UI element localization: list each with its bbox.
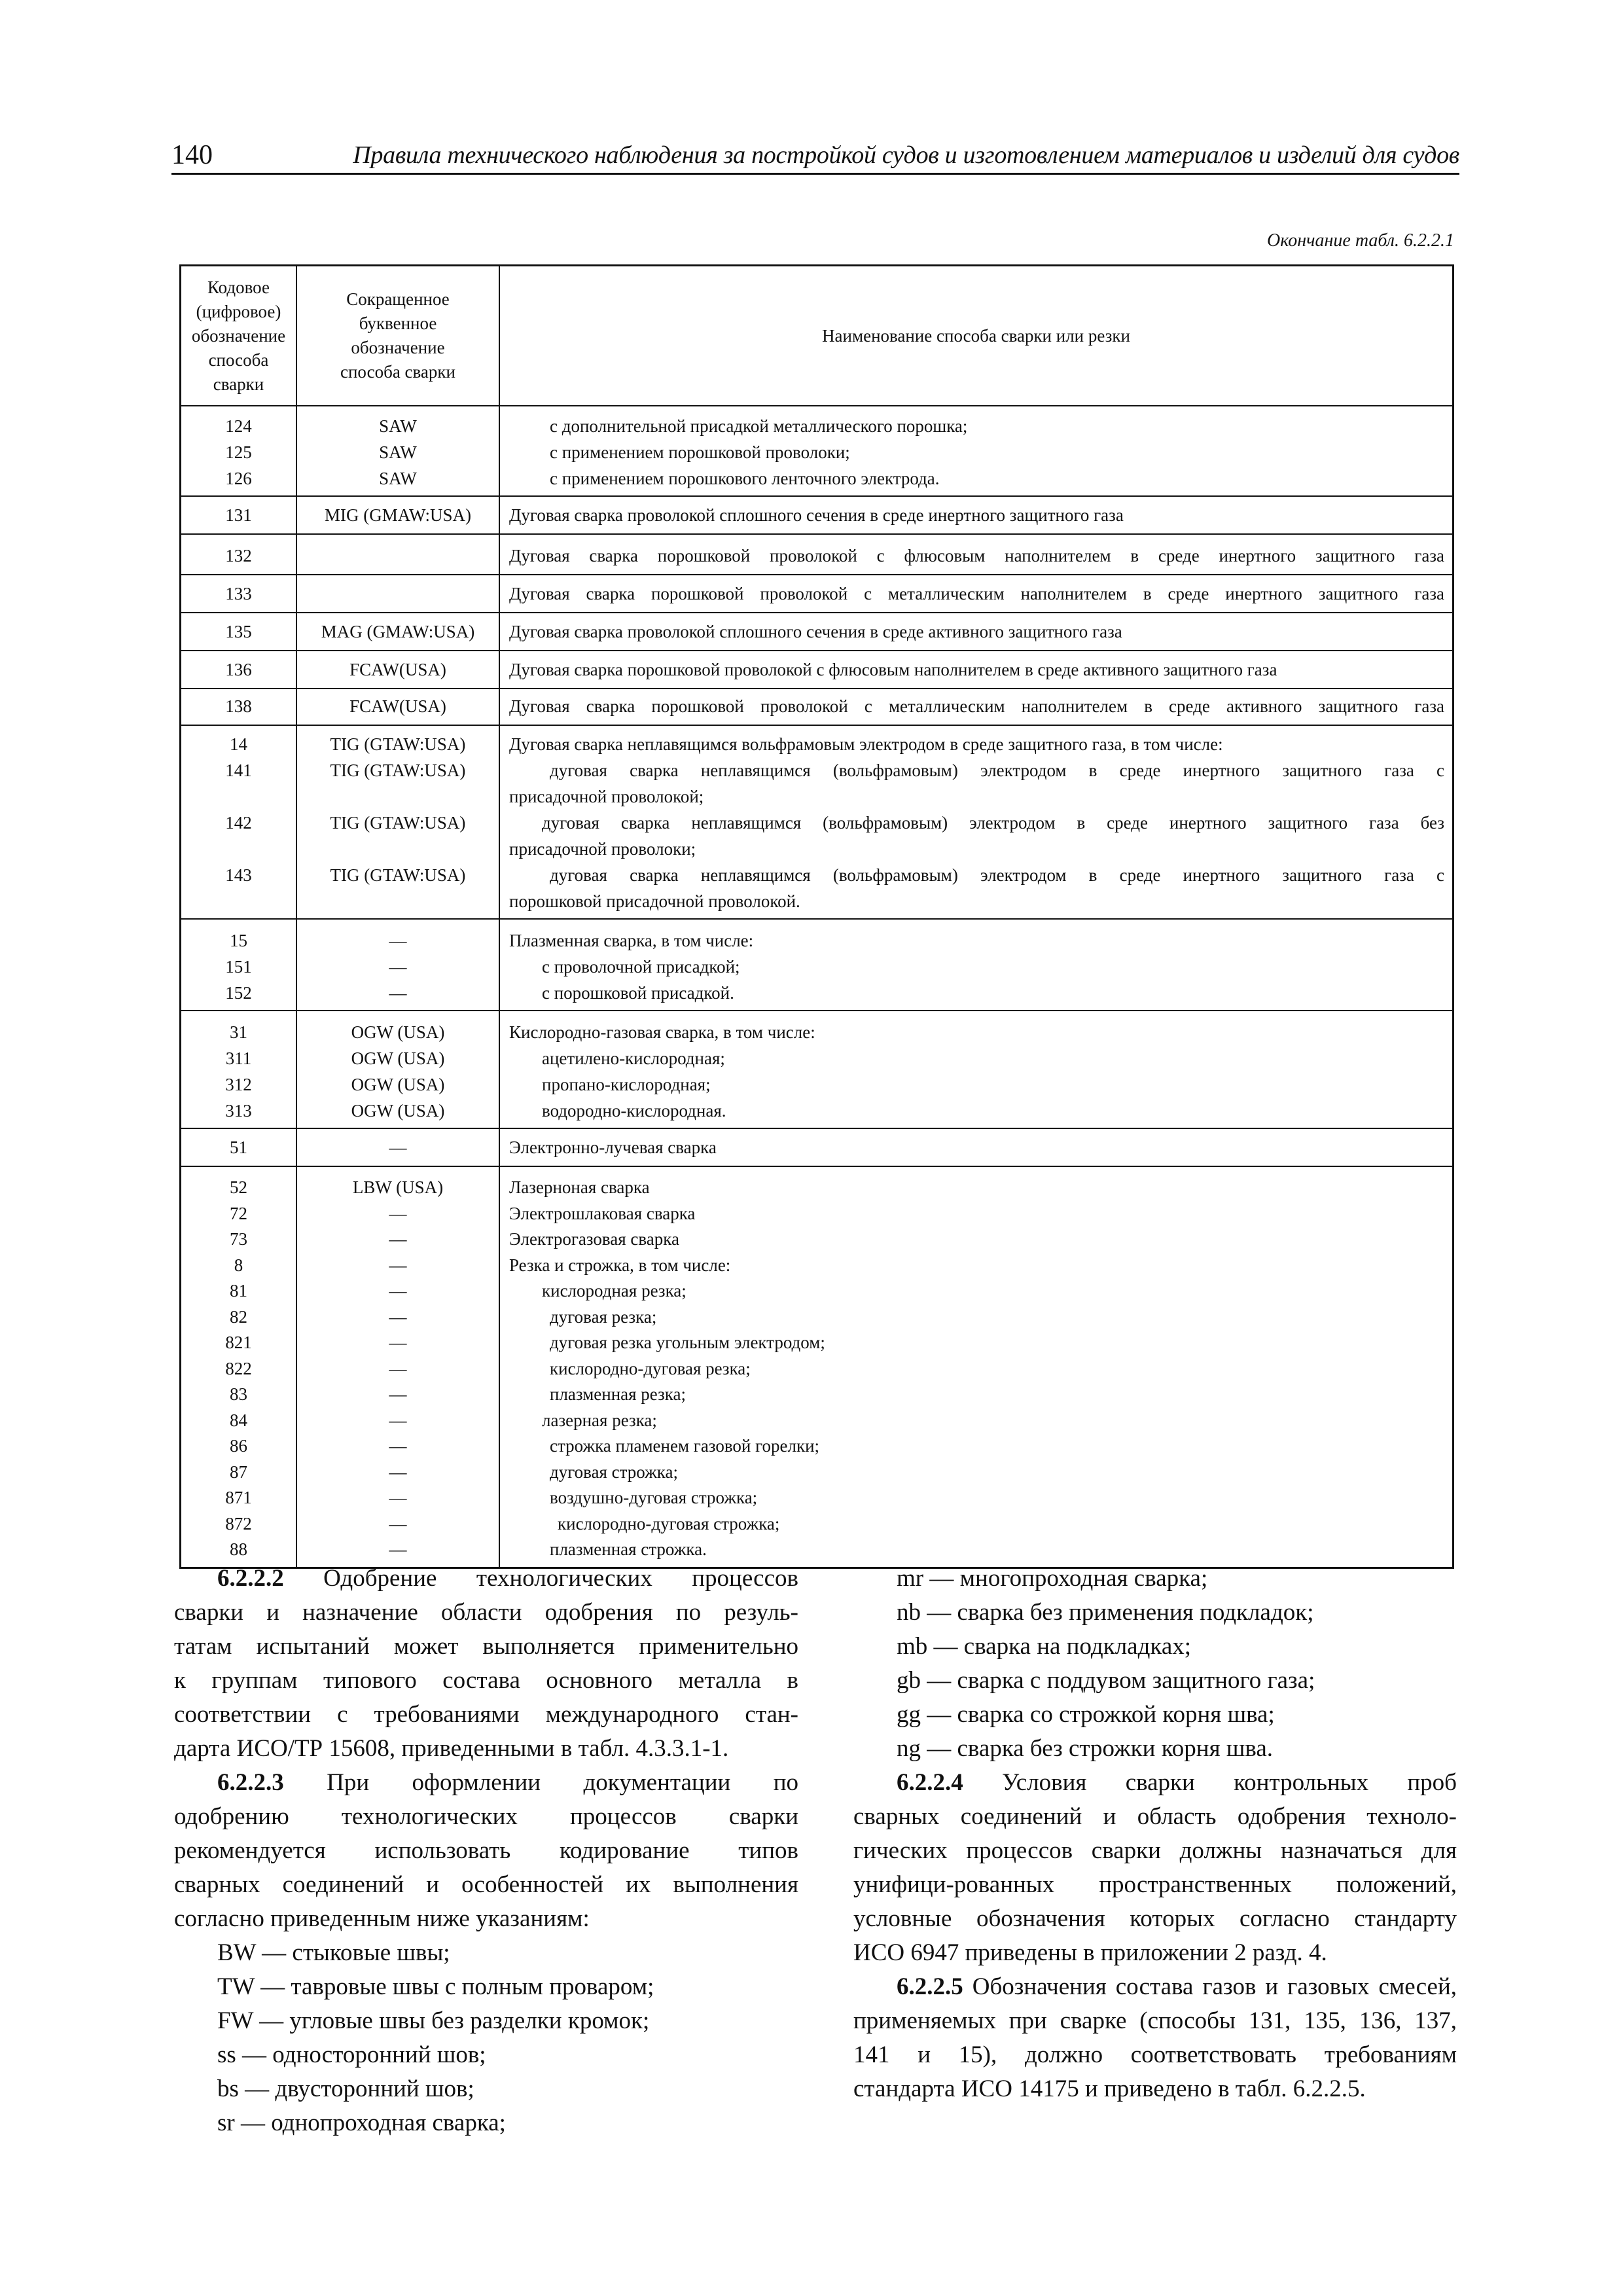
- method-name-cell: Дуговая сварка порошковой проволокой с флюсовым наполнителем в среде инертного защитного газа: [499, 541, 1452, 570]
- spacer-cell: [181, 570, 296, 574]
- method-name-cell: лазерная резка;: [499, 1408, 1452, 1434]
- paragraph-line: унифици-рованных пространственных положений,: [853, 1871, 1457, 1898]
- table-row-group: [181, 612, 1452, 650]
- spacer-cell: [499, 1162, 1452, 1166]
- method-name-cell: кислородно-дуговая резка;: [499, 1356, 1452, 1382]
- spacer-cell: [296, 1167, 499, 1175]
- method-name-cell: с применением порошкового ленточного электрода.: [499, 465, 1452, 492]
- abbreviation-cell: LBW (USA): [296, 1175, 499, 1201]
- paragraph-line: [853, 1970, 1457, 2004]
- spacer-cell: [296, 608, 499, 612]
- row-group-spacer: [181, 529, 1452, 533]
- method-name-cell: Дуговая сварка проволокой сплошного сечения в среде инертного защитного газа: [499, 501, 1452, 529]
- clause-text: Условия сварки контрольных проб: [963, 1769, 1457, 1796]
- abbreviation-cell: MIG (GMAW:USA): [296, 501, 499, 529]
- abbreviation-cell: —: [296, 1201, 499, 1227]
- table-row: [181, 1098, 1452, 1124]
- table-row: [181, 1133, 1452, 1162]
- code-cell: 14: [230, 734, 247, 754]
- welding-methods-table: [179, 264, 1454, 1569]
- abbreviation-cell: TIG (GTAW:USA): [296, 862, 499, 888]
- method-name-cell: с применением порошковой проволоки;: [499, 439, 1452, 465]
- table-row: [181, 1253, 1452, 1279]
- paragraph-line: рекомендуется использовать кодирование типов: [174, 1837, 798, 1864]
- code-cell: 821: [225, 1333, 252, 1352]
- code-cell: 15: [230, 931, 247, 950]
- code-cell: 8: [234, 1255, 243, 1275]
- code-cell: 87: [230, 1462, 247, 1482]
- table-row-group: [181, 1128, 1452, 1166]
- paragraph: [853, 1970, 1457, 2106]
- method-name-cell: водородно-кислородная.: [499, 1098, 1452, 1124]
- abbreviation-cell: —: [296, 980, 499, 1006]
- table-row: [181, 1304, 1452, 1331]
- table-row: [181, 783, 1452, 810]
- code-cell: 136: [225, 660, 252, 679]
- spacer-cell: [181, 1124, 296, 1128]
- paragraph-line: сварки и назначение области одобрения по резуль-: [174, 1599, 798, 1626]
- row-group-spacer: [181, 1006, 1452, 1010]
- code-cell: 141: [225, 761, 252, 780]
- method-name-cell: дуговая сварка неплавящимся (вольфрамовым) электродом в среде инертного защитного газа с: [499, 862, 1452, 888]
- method-name-cell: Плазменная сварка, в том числе:: [499, 927, 1452, 954]
- abbreviation-cell: —: [296, 1460, 499, 1486]
- abbreviation-cell: —: [296, 954, 499, 980]
- row-group-spacer: [181, 920, 1452, 927]
- table-row: [181, 501, 1452, 529]
- abbreviation-cell: —: [296, 927, 499, 954]
- abbreviation-cell: —: [296, 1537, 499, 1563]
- code-cell: 138: [225, 696, 252, 716]
- method-name-cell: Электрошлаковая сварка: [499, 1201, 1452, 1227]
- row-group-spacer: [181, 914, 1452, 918]
- clause-number: 6.2.2.5: [897, 1973, 963, 2000]
- table-row: [181, 980, 1452, 1006]
- method-name-cell: присадочной проволоки;: [499, 836, 1452, 862]
- method-name-cell: Дуговая сварка порошковой проволокой с металлическим наполнителем в среде активного защитного газа: [499, 692, 1452, 721]
- table-row: [181, 757, 1452, 783]
- row-group-spacer: [181, 1011, 1452, 1019]
- clause-text: При оформлении документации по: [283, 1769, 798, 1796]
- abbreviation-cell: SAW: [296, 413, 499, 439]
- paragraph-line: соответствии с требованиями международного стан-: [174, 1701, 798, 1728]
- left-text-column: [174, 1562, 798, 2140]
- row-group-spacer: [181, 726, 1452, 731]
- row-group-spacer: [181, 535, 1452, 541]
- paragraph-line: одобрению технологических процессов сварки: [174, 1803, 798, 1830]
- method-name-cell: воздушно-дуговая строжка;: [499, 1485, 1452, 1511]
- table-row: [181, 413, 1452, 439]
- spacer-cell: [499, 914, 1452, 918]
- spacer-cell: [181, 721, 296, 725]
- method-name-cell: Электронно-лучевая сварка: [499, 1133, 1452, 1162]
- paragraph-line: [174, 1562, 798, 1596]
- row-group-spacer: [181, 684, 1452, 688]
- spacer-cell: [499, 529, 1452, 533]
- list-item: mb — сварка на подкладках;: [897, 1633, 1192, 1660]
- table-row: [181, 810, 1452, 836]
- spacer-cell: [296, 529, 499, 533]
- code-cell: 52: [230, 1177, 247, 1197]
- abbreviation-cell: FCAW(USA): [296, 692, 499, 721]
- spacer-cell: [181, 646, 296, 650]
- code-cell: 124: [225, 416, 252, 436]
- table-row: [181, 579, 1452, 608]
- method-name-cell: дуговая сварка неплавящимся (вольфрамовым) электродом в среде инертного защитного газа без: [499, 810, 1452, 836]
- spacer-cell: [181, 535, 296, 541]
- spacer-cell: [499, 608, 1452, 612]
- code-cell: [181, 783, 296, 810]
- spacer-cell: [499, 406, 1452, 413]
- code-cell: 135: [225, 622, 252, 641]
- list-item: ng — сварка без строжки корня шва.: [897, 1735, 1274, 1762]
- paragraph-line: стандарта ИСО 14175 и приведено в табл. 6.2.2.5.: [853, 2075, 1366, 2102]
- abbreviation-cell: TIG (GTAW:USA): [296, 757, 499, 783]
- table-row: [181, 1278, 1452, 1304]
- abbreviation-cell: OGW (USA): [296, 1045, 499, 1071]
- row-group-spacer: [181, 608, 1452, 612]
- table-row-group: [181, 918, 1452, 1010]
- list-item: BW — стыковые швы;: [217, 1939, 450, 1966]
- paragraph-line: условные обозначения которых согласно стандарту: [853, 1905, 1457, 1932]
- table-header: [181, 266, 1452, 405]
- spacer-cell: [296, 1162, 499, 1166]
- method-name-cell: дуговая резка;: [499, 1304, 1452, 1331]
- row-group-spacer: [181, 646, 1452, 650]
- code-cell: 83: [230, 1384, 247, 1404]
- code-cell: 73: [230, 1229, 247, 1249]
- table-row: [181, 1382, 1452, 1408]
- method-name-cell: Дуговая сварка порошковой проволокой с флюсовым наполнителем в среде активного защитного газа: [499, 655, 1452, 684]
- table-row: [181, 888, 1452, 914]
- table-row: [181, 1511, 1452, 1537]
- paragraph-line: сварных соединений и особенностей их выполнения: [174, 1871, 798, 1898]
- code-cell: 871: [225, 1488, 252, 1507]
- method-name-cell: кислородно-дуговая строжка;: [499, 1511, 1452, 1537]
- code-cell: 142: [225, 813, 252, 833]
- code-cell: 72: [230, 1203, 247, 1223]
- method-name-cell: Лазерноная сварка: [499, 1175, 1452, 1201]
- abbreviation-cell: —: [296, 1408, 499, 1434]
- method-name-cell: дуговая резка угольным электродом;: [499, 1330, 1452, 1356]
- spacer-cell: [296, 920, 499, 927]
- method-name-cell: дуговая строжка;: [499, 1460, 1452, 1486]
- table-row: [181, 1227, 1452, 1253]
- table-row: [181, 1485, 1452, 1511]
- table-row: [181, 927, 1452, 954]
- spacer-cell: [181, 1011, 296, 1019]
- clause-number: 6.2.2.3: [217, 1769, 284, 1796]
- table-row-group: [181, 495, 1452, 533]
- method-name-cell: Дуговая сварка проволокой сплошного сечения в среде активного защитного газа: [499, 617, 1452, 646]
- page-number: 140: [171, 140, 213, 170]
- table-row: [181, 1537, 1452, 1563]
- list-item: bs — двусторонний шов;: [217, 2075, 474, 2102]
- method-name-cell: дуговая сварка неплавящимся (вольфрамовым) электродом в среде инертного защитного газа с: [499, 757, 1452, 783]
- spacer-cell: [499, 1124, 1452, 1128]
- method-name-cell: ацетилено-кислородная;: [499, 1045, 1452, 1071]
- code-cell: [181, 836, 296, 862]
- abbreviation-cell: [296, 541, 499, 570]
- abbreviation-cell: [296, 783, 499, 810]
- row-group-spacer: [181, 721, 1452, 725]
- table-row-group: [181, 650, 1452, 688]
- abbreviation-cell: —: [296, 1356, 499, 1382]
- running-head: [171, 139, 1459, 175]
- spacer-cell: [499, 570, 1452, 574]
- table-row-group: [181, 725, 1452, 918]
- table-row: [181, 1201, 1452, 1227]
- code-cell: 822: [225, 1358, 252, 1378]
- paragraph: [174, 1766, 798, 1936]
- list-item: gg — сварка со строжкой корня шва;: [897, 1701, 1275, 1728]
- list-item: mr — многопроходная сварка;: [897, 1565, 1208, 1592]
- code-cell: 312: [225, 1075, 252, 1094]
- table-row: [181, 1071, 1452, 1098]
- code-cell: 151: [225, 957, 252, 977]
- code-cell: 81: [230, 1281, 247, 1300]
- table-row: [181, 1045, 1452, 1071]
- table-row: [181, 731, 1452, 757]
- abbreviation-cell: —: [296, 1278, 499, 1304]
- abbreviation-cell: MAG (GMAW:USA): [296, 617, 499, 646]
- table-row: [181, 954, 1452, 980]
- table-row: [181, 465, 1452, 492]
- header-abbreviation-column: [296, 266, 499, 405]
- row-group-spacer: [181, 1167, 1452, 1175]
- list-item: nb — сварка без применения подкладок;: [897, 1599, 1314, 1626]
- table-row: [181, 1408, 1452, 1434]
- method-name-cell: Кислородно-газовая сварка, в том числе:: [499, 1019, 1452, 1045]
- spacer-cell: [181, 1006, 296, 1010]
- code-cell: 152: [225, 983, 252, 1003]
- code-cell: 311: [225, 1049, 252, 1068]
- abbreviation-cell: SAW: [296, 439, 499, 465]
- right-text-column: [853, 1562, 1457, 2106]
- code-cell: 126: [225, 469, 252, 488]
- spacer-cell: [499, 492, 1452, 495]
- clause-text: Одобрение технологических процессов: [283, 1565, 798, 1592]
- paragraph: [853, 1766, 1457, 1970]
- table-row: [181, 1460, 1452, 1486]
- table-row-group: [181, 405, 1452, 495]
- clause-number: 6.2.2.4: [897, 1769, 963, 1796]
- header-abbreviation-text: Сокращенное буквенное обозначение способа сварки: [340, 289, 455, 382]
- method-name-cell: с дополнительной присадкой металлического порошка;: [499, 413, 1452, 439]
- paragraph-line: ИСО 6947 приведены в приложении 2 разд. 4.: [853, 1939, 1327, 1966]
- abbreviation-cell: —: [296, 1330, 499, 1356]
- abbreviation-cell: [296, 836, 499, 862]
- spacer-cell: [296, 1011, 499, 1019]
- paragraph-line: 141 и 15), должно соответствовать требованиям: [853, 2041, 1457, 2068]
- abbreviation-cell: —: [296, 1433, 499, 1460]
- code-cell: 872: [225, 1513, 252, 1534]
- spacer-cell: [181, 726, 296, 731]
- spacer-cell: [181, 529, 296, 533]
- list-item: gb — сварка с поддувом защитного газа;: [897, 1667, 1315, 1694]
- spacer-cell: [499, 535, 1452, 541]
- table-row: [181, 439, 1452, 465]
- code-cell: 131: [225, 505, 252, 525]
- table-continuation-label: Окончание табл. 6.2.2.1: [1267, 230, 1454, 251]
- spacer-cell: [296, 914, 499, 918]
- code-cell: 143: [225, 865, 252, 885]
- paragraph-line: согласно приведенным ниже указаниям:: [174, 1905, 590, 1932]
- paragraph-line: дарта ИСО/ТР 15608, приведенными в табл. 4.3.3.1-1.: [174, 1735, 729, 1762]
- row-group-spacer: [181, 1124, 1452, 1128]
- paragraph-line: [174, 1766, 798, 1800]
- spacer-cell: [296, 570, 499, 574]
- spacer-cell: [499, 646, 1452, 650]
- abbreviation-cell: —: [296, 1227, 499, 1253]
- spacer-cell: [499, 726, 1452, 731]
- spacer-cell: [499, 1006, 1452, 1010]
- method-name-cell: кислородная резка;: [499, 1278, 1452, 1304]
- code-cell: 86: [230, 1436, 247, 1456]
- row-group-spacer: [181, 492, 1452, 495]
- method-name-cell: пропано-кислородная;: [499, 1071, 1452, 1098]
- abbreviation-cell: [296, 888, 499, 914]
- paragraph-line: сварных соединений и область одобрения техноло-: [853, 1803, 1457, 1830]
- spacer-cell: [181, 684, 296, 688]
- spacer-cell: [296, 1124, 499, 1128]
- spacer-cell: [296, 1006, 499, 1010]
- spacer-cell: [296, 726, 499, 731]
- code-cell: 31: [230, 1022, 247, 1042]
- code-cell: 84: [230, 1410, 247, 1430]
- abbreviation-list: [853, 1562, 1457, 1766]
- code-cell: 125: [225, 442, 252, 462]
- spacer-cell: [499, 1011, 1452, 1019]
- abbreviation-cell: TIG (GTAW:USA): [296, 810, 499, 836]
- table-row-group: [181, 1010, 1452, 1128]
- code-cell: 51: [230, 1138, 247, 1157]
- table-row: [181, 1175, 1452, 1201]
- abbreviation-cell: FCAW(USA): [296, 655, 499, 684]
- row-group-spacer: [181, 1162, 1452, 1166]
- method-name-cell: Дуговая сварка порошковой проволокой с металлическим наполнителем в среде инертного защитного газа: [499, 579, 1452, 608]
- spacer-cell: [296, 646, 499, 650]
- table-row-group: [181, 574, 1452, 612]
- method-name-cell: Дуговая сварка неплавящимся вольфрамовым электродом в среде защитного газа, в том числе:: [499, 731, 1452, 757]
- abbreviation-cell: —: [296, 1253, 499, 1279]
- code-cell: 82: [230, 1306, 247, 1327]
- header-code-column: [181, 266, 296, 405]
- spacer-cell: [181, 608, 296, 612]
- method-name-cell: Резка и строжка, в том числе:: [499, 1253, 1452, 1279]
- code-cell: [181, 888, 296, 914]
- abbreviation-cell: —: [296, 1511, 499, 1537]
- code-cell: 132: [225, 546, 252, 565]
- clause-number: 6.2.2.2: [217, 1565, 284, 1592]
- table-row: [181, 862, 1452, 888]
- method-name-cell: Электрогазовая сварка: [499, 1227, 1452, 1253]
- list-item: FW — угловые швы без разделки кромок;: [217, 2007, 650, 2034]
- spacer-cell: [499, 684, 1452, 688]
- table-row: [181, 655, 1452, 684]
- table-row: [181, 1356, 1452, 1382]
- spacer-cell: [499, 1167, 1452, 1175]
- table-row: [181, 692, 1452, 721]
- method-name-cell: присадочной проволокой;: [499, 783, 1452, 810]
- spacer-cell: [499, 721, 1452, 725]
- abbreviation-cell: —: [296, 1133, 499, 1162]
- method-name-cell: с порошковой присадкой.: [499, 980, 1452, 1006]
- abbreviation-cell: [296, 579, 499, 608]
- table-row: [181, 1019, 1452, 1045]
- table-row: [181, 617, 1452, 646]
- header-code-text: Кодовое (цифровое) обозначение способа сварки: [191, 277, 286, 394]
- method-name-cell: с проволочной присадкой;: [499, 954, 1452, 980]
- spacer-cell: [296, 406, 499, 413]
- spacer-cell: [181, 406, 296, 413]
- table-row-group: [181, 688, 1452, 725]
- spacer-cell: [181, 1162, 296, 1166]
- table-row-group: [181, 533, 1452, 574]
- table-row: [181, 836, 1452, 862]
- abbreviation-cell: SAW: [296, 465, 499, 492]
- clause-text: Обозначения состава газов и газовых смесей,: [963, 1973, 1457, 2000]
- table-row: [181, 541, 1452, 570]
- row-group-spacer: [181, 406, 1452, 413]
- spacer-cell: [296, 492, 499, 495]
- header-name-column: Наименование способа сварки или резки: [499, 266, 1452, 405]
- abbreviation-cell: OGW (USA): [296, 1098, 499, 1124]
- abbreviation-cell: —: [296, 1304, 499, 1331]
- method-name-cell: порошковой присадочной проволокой.: [499, 888, 1452, 914]
- abbreviation-cell: —: [296, 1485, 499, 1511]
- abbreviation-cell: OGW (USA): [296, 1071, 499, 1098]
- spacer-cell: [181, 1167, 296, 1175]
- paragraph-line: [853, 1766, 1457, 1800]
- paragraph-line: к группам типового состава основного металла в: [174, 1667, 798, 1694]
- running-title: Правила технического наблюдения за постройкой судов и изготовлением материалов и изделий для судов: [353, 141, 1459, 169]
- paragraph-line: гических процессов сварки должны назначаться для: [853, 1837, 1457, 1864]
- row-group-spacer: [181, 570, 1452, 574]
- list-item: sr — однопроходная сварка;: [217, 2109, 506, 2136]
- list-item: ss — односторонний шов;: [217, 2041, 486, 2068]
- paragraph-line: татам испытаний может выполняется применительно: [174, 1633, 798, 1660]
- code-cell: 133: [225, 584, 252, 603]
- abbreviation-cell: OGW (USA): [296, 1019, 499, 1045]
- code-cell: 313: [225, 1101, 252, 1121]
- list-item: TW — тавровые швы с полным проваром;: [217, 1973, 654, 2000]
- spacer-cell: [181, 492, 296, 495]
- method-name-cell: строжка пламенем газовой горелки;: [499, 1433, 1452, 1460]
- method-name-cell: плазменная строжка.: [499, 1537, 1452, 1563]
- spacer-cell: [181, 920, 296, 927]
- abbreviation-cell: —: [296, 1382, 499, 1408]
- spacer-cell: [296, 684, 499, 688]
- spacer-cell: [181, 914, 296, 918]
- table-row: [181, 1330, 1452, 1356]
- spacer-cell: [499, 920, 1452, 927]
- spacer-cell: [296, 535, 499, 541]
- abbreviation-list: [174, 1936, 798, 2140]
- code-cell: 88: [230, 1539, 247, 1559]
- paragraph: [174, 1562, 798, 1766]
- method-name-cell: плазменная резка;: [499, 1382, 1452, 1408]
- paragraph-line: применяемых при сварке (способы 131, 135, 136, 137,: [853, 2007, 1457, 2034]
- table-row: [181, 1433, 1452, 1460]
- spacer-cell: [296, 721, 499, 725]
- abbreviation-cell: TIG (GTAW:USA): [296, 731, 499, 757]
- table-row-group: [181, 1166, 1452, 1567]
